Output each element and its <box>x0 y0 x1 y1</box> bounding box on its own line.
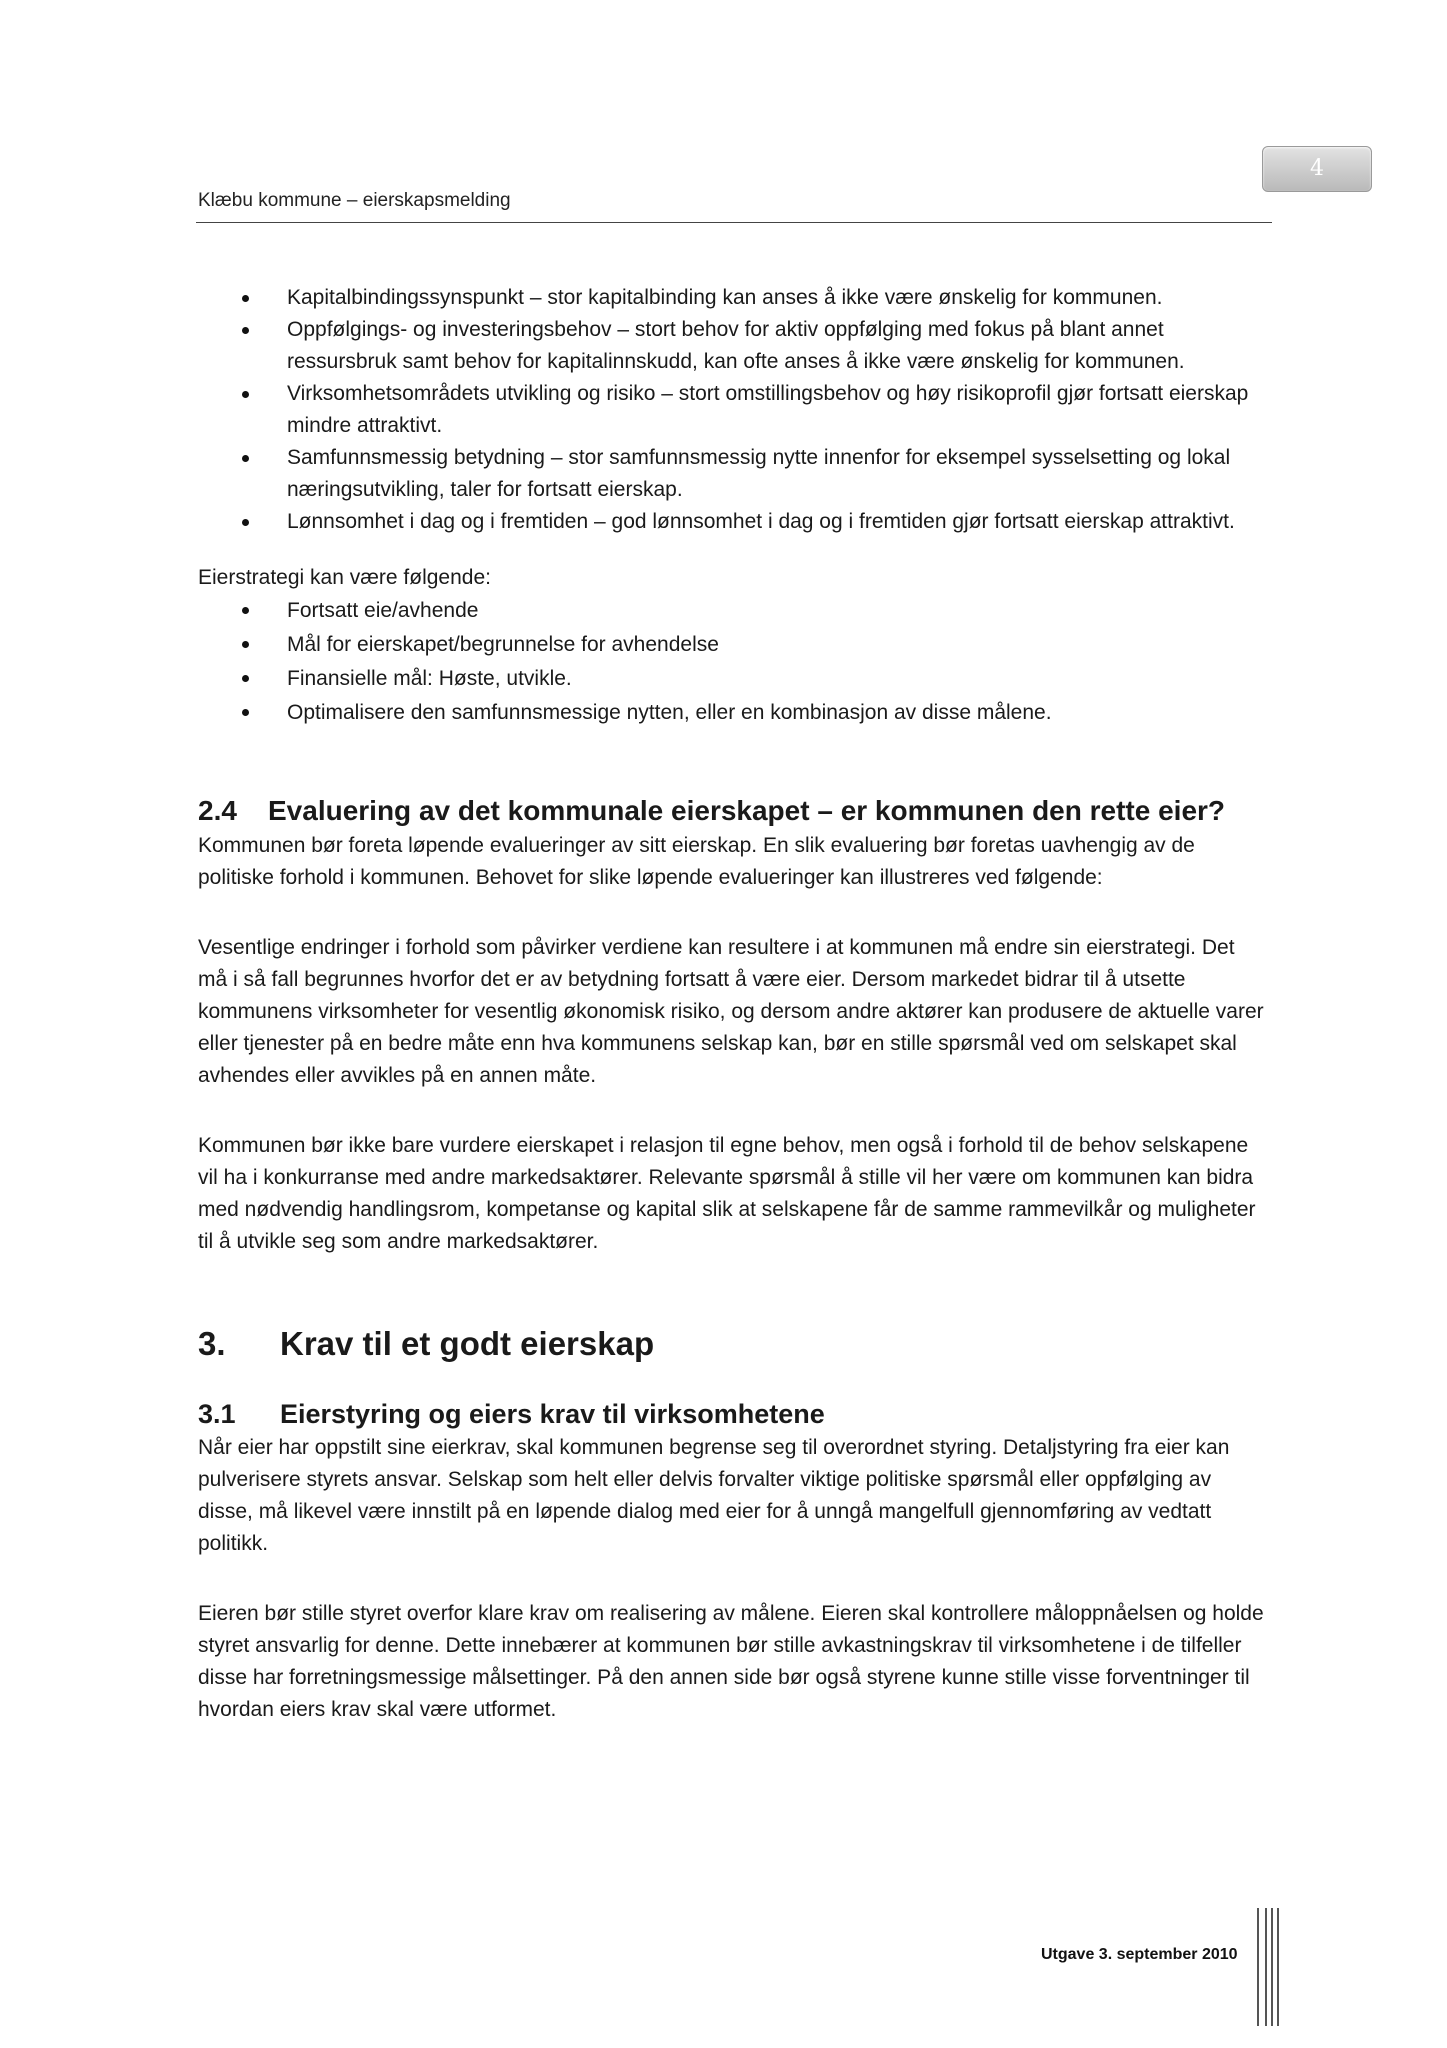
list-item: Virksomhetsområdets utvikling og risiko – stort omstillingsbehov og høy risikoprofil gjør fortsatt eierskap mindre attraktivt. <box>198 378 1268 442</box>
list-item: Optimalisere den samfunnsmessige nytten, eller en kombinasjon av disse målene. <box>198 696 1268 730</box>
section-3-heading <box>198 1322 1268 1366</box>
list-item: Kapitalbindingssynspunkt – stor kapitalbinding kan anses å ikke være ønskelig for kommunen. <box>198 282 1268 314</box>
paragraph: Når eier har oppstilt sine eierkrav, skal kommunen begrense seg til overordnet styring. Detaljstyring fra eier kan pulverisere styrets ansvar. Selskap som helt eller delvis forvalter viktige politiske spørsmål eller oppfølging av disse, må likevel være innstilt på en løpende dialog med eier for å unngå mangelfull gjennomføring av vedtatt politikk. <box>198 1436 1230 1555</box>
paragraph: Vesentlige endringer i forhold som påvirker verdiene kan resultere i at kommunen må endre sin eierstrategi. Det må i så fall begrunnes hvorfor det er av betydning fortsatt å være eier. Dersom markedet bidrar til å utsette kommunens virksomheter for vesentlig økonomisk risiko, og dersom andre aktører kan produsere de aktuelle varer eller tjenester på en bedre måte enn hva kommunens selskap kan, bør en stille spørsmål ved om selskapet skal avhendes eller avvikles på en annen måte. <box>198 936 1264 1087</box>
section-title: Evaluering av det kommunale eierskapet – er kommunen den rette eier? <box>268 795 1226 826</box>
decorative-margin-bars <box>1255 1908 1285 2026</box>
strategy-list <box>198 594 1268 730</box>
paragraph: Kommunen bør ikke bare vurdere eierskapet i relasjon til egne behov, men også i forhold til de behov selskapene vil ha i konkurranse med andre markedsaktører. Relevante spørsmål å stille vil her være om kommunen kan bidra med nødvendig handlingsrom, kompetanse og kapital slik at selskapene får de samme rammevilkår og muligheter til å utvikle seg som andre markedsaktører. <box>198 1134 1256 1253</box>
section-title: Krav til et godt eierskap <box>280 1325 655 1362</box>
section-2-4-heading <box>198 792 1268 830</box>
list-item: Samfunnsmessig betydning – stor samfunnsmessig nytte innenfor for eksempel sysselsetting og lokal næringsutvikling, taler for fortsatt eierskap. <box>198 442 1268 506</box>
main-content <box>198 282 1268 1726</box>
paragraph: Eieren bør stille styret overfor klare krav om realisering av målene. Eieren skal kontrollere måloppnåelsen og holde styret ansvarlig for denne. Dette innebærer at kommunen bør stille avkastningskrav til virksomhetene i de tilfeller disse har forretningsmessige målsettinger. På den annen side bør også styrene kunne stille visse forventninger til hvordan eiers krav skal være utformet. <box>198 1602 1264 1721</box>
list-item: Oppfølgings- og investeringsbehov – stort behov for aktiv oppfølging med fokus på blant annet ressursbruk samt behov for kapitalinnskudd, kan ofte anses å ikke være ønskelig for kommunen. <box>198 314 1268 378</box>
strategy-intro: Eierstrategi kan være følgende: <box>198 566 491 589</box>
paragraph: Kommunen bør foreta løpende evalueringer av sitt eierskap. En slik evaluering bør foretas uavhengig av de politiske forhold i kommunen. Behovet for slike løpende evalueringer kan illustreres ved følgende: <box>198 834 1195 889</box>
section-number: 2.4 <box>198 795 237 826</box>
section-number: 3. <box>198 1325 226 1362</box>
edition-footer: Utgave 3. september 2010 <box>1041 1946 1238 1963</box>
section-title: Eierstyring og eiers krav til virksomhetene <box>280 1399 825 1429</box>
header-divider <box>196 222 1272 223</box>
running-header-title: Klæbu kommune – eierskapsmelding <box>198 190 511 211</box>
page-number-badge: 4 <box>1262 146 1372 192</box>
criteria-list <box>198 282 1268 538</box>
list-item: Finansielle mål: Høste, utvikle. <box>198 662 1268 696</box>
list-item: Mål for eierskapet/begrunnelse for avhendelse <box>198 628 1268 662</box>
section-3-1-heading <box>198 1396 1268 1432</box>
list-item: Lønnsomhet i dag og i fremtiden – god lønnsomhet i dag og i fremtiden gjør fortsatt eierskap attraktivt. <box>198 506 1268 538</box>
list-item: Fortsatt eie/avhende <box>198 594 1268 628</box>
section-number: 3.1 <box>198 1399 236 1429</box>
